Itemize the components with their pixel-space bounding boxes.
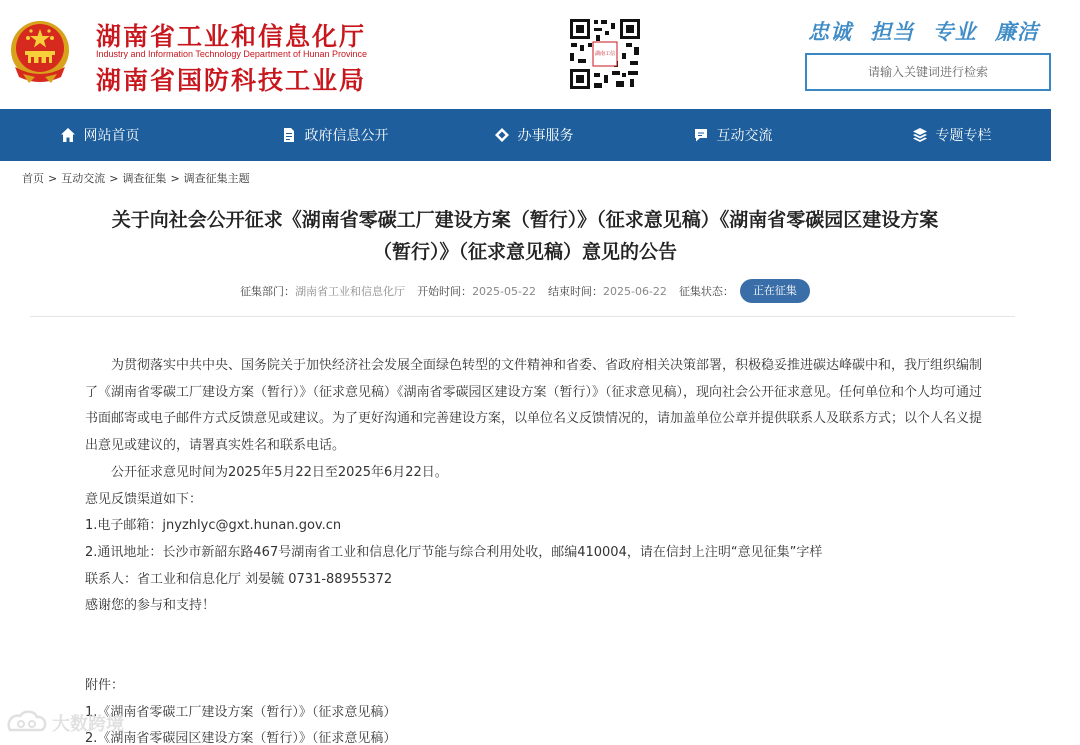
status-label: 征集状态：: [678, 285, 734, 298]
status-badge: 正在征集: [740, 279, 810, 303]
nav-item-label: 网站首页: [83, 128, 140, 144]
breadcrumb-home[interactable]: 首页: [22, 172, 44, 185]
site-title-primary: 湖南省工业和信息化厅: [96, 22, 367, 51]
home-icon: [60, 127, 76, 143]
nav-item-gov-info[interactable]: [235, 109, 434, 161]
article-body: [85, 353, 993, 745]
watermark-logo-icon: [4, 708, 50, 738]
watermark: [4, 708, 124, 738]
divider: [30, 316, 1015, 317]
dept-label: 征集部门：: [240, 285, 296, 298]
end-time-label: 结束时间：: [548, 285, 603, 298]
slogan-word: 廉洁: [994, 20, 1039, 44]
slogan-word: 担当: [870, 20, 915, 44]
address-line: 2.通讯地址：长沙市新韶东路467号湖南省工业和信息化厅节能与综合利用处收，邮编410004，请在信封上注明“意见征集”字样: [85, 544, 823, 560]
nav-item-services[interactable]: [434, 109, 633, 161]
main-nav: [0, 109, 1051, 161]
site-title-secondary: 湖南省国防科技工业局: [96, 66, 367, 95]
article-meta: [0, 279, 1050, 303]
attachment-link[interactable]: 2.《湖南省零碳园区建设方案（暂行）》（征求意见稿）: [85, 731, 397, 745]
body-paragraph: 为贯彻落实中共中央、国务院关于加快经济社会发展全面绿色转型的文件精神和省委、省政府相关决策部署，积极稳妥推进碳达峰碳中和，我厅组织编制了《湖南省零碳工厂建设方案（暂行）》（征求意见稿）《湖南省零碳园区建设方案（暂行）》（征求意见稿），现向社会公开征求意见。任何单位和个人均可通过书面邮寄或电子邮件方式反馈意见或建议。为了更好沟通和完善建设方案，以单位名义反馈情况的，请加盖单位公章并提供联系人及联系方式；以个人名义提出意见或建议的，请署真实姓名和联系电话。: [85, 358, 983, 454]
contact-line: 联系人：省工业和信息化厅 刘晏毓 0731-88955372: [85, 571, 393, 587]
attachments-label: 附件：: [85, 678, 125, 694]
qr-code-icon: [568, 17, 642, 91]
layers-icon: [912, 127, 928, 143]
breadcrumb-interaction[interactable]: 互动交流: [61, 172, 106, 185]
nav-item-label: 专题专栏: [935, 128, 992, 144]
start-time-value: 2025-05-22: [472, 284, 536, 298]
nav-item-interaction[interactable]: [633, 109, 832, 161]
national-emblem-icon: [9, 17, 71, 87]
slogan-word: 专业: [932, 20, 977, 44]
article-title: [30, 204, 1020, 268]
site-header: [0, 0, 1080, 109]
breadcrumb-survey-topic[interactable]: 调查征集主题: [183, 172, 250, 185]
nav-item-label: 互动交流: [716, 128, 773, 144]
nav-item-label: 政府信息公开: [304, 128, 389, 144]
start-time-label: 开始时间：: [417, 285, 473, 298]
body-paragraph: 公开征求意见时间为2025年5月22日至2025年6月22日。: [111, 464, 448, 480]
nav-item-home[interactable]: [0, 109, 235, 161]
end-time-value: 2025-06-22: [603, 284, 667, 298]
dept-value: 湖南省工业和信息化厅: [295, 285, 406, 298]
qr-center-label: 湖南工信: [594, 51, 616, 57]
search-input[interactable]: [807, 55, 1049, 89]
nav-item-label: 办事服务: [517, 128, 574, 144]
breadcrumb-survey[interactable]: 调查征集: [122, 172, 167, 185]
site-title-english: Industry and Information Technology Department of Hunan Province: [96, 49, 367, 59]
slogan-word: 忠诚: [808, 20, 852, 44]
thanks-line: 感谢您的参与和支持！: [85, 598, 216, 614]
slogan: [808, 16, 1049, 46]
email-line: 1.电子邮箱：jnyzhlyc@gxt.hunan.gov.cn: [85, 518, 342, 534]
search-box: [805, 53, 1051, 91]
chat-icon: [693, 127, 709, 143]
nav-item-topics[interactable]: [832, 109, 1051, 161]
breadcrumb: 首页 > 互动交流 > 调查征集 > 调查征集主题: [22, 172, 250, 185]
service-icon: [494, 127, 510, 143]
article-title-line: （暂行）》（征求意见稿）意见的公告: [372, 241, 677, 263]
article-title-line: 关于向社会公开征求《湖南省零碳工厂建设方案（暂行）》（征求意见稿）《湖南省零碳园区建设方案: [111, 209, 939, 231]
channels-heading: 意见反馈渠道如下：: [85, 491, 203, 507]
watermark-text: 大数跨境: [52, 714, 124, 735]
spacer: [85, 620, 993, 673]
attachment-link[interactable]: 1.《湖南省零碳工厂建设方案（暂行）》（征求意见稿）: [85, 704, 397, 720]
document-icon: [281, 127, 297, 143]
